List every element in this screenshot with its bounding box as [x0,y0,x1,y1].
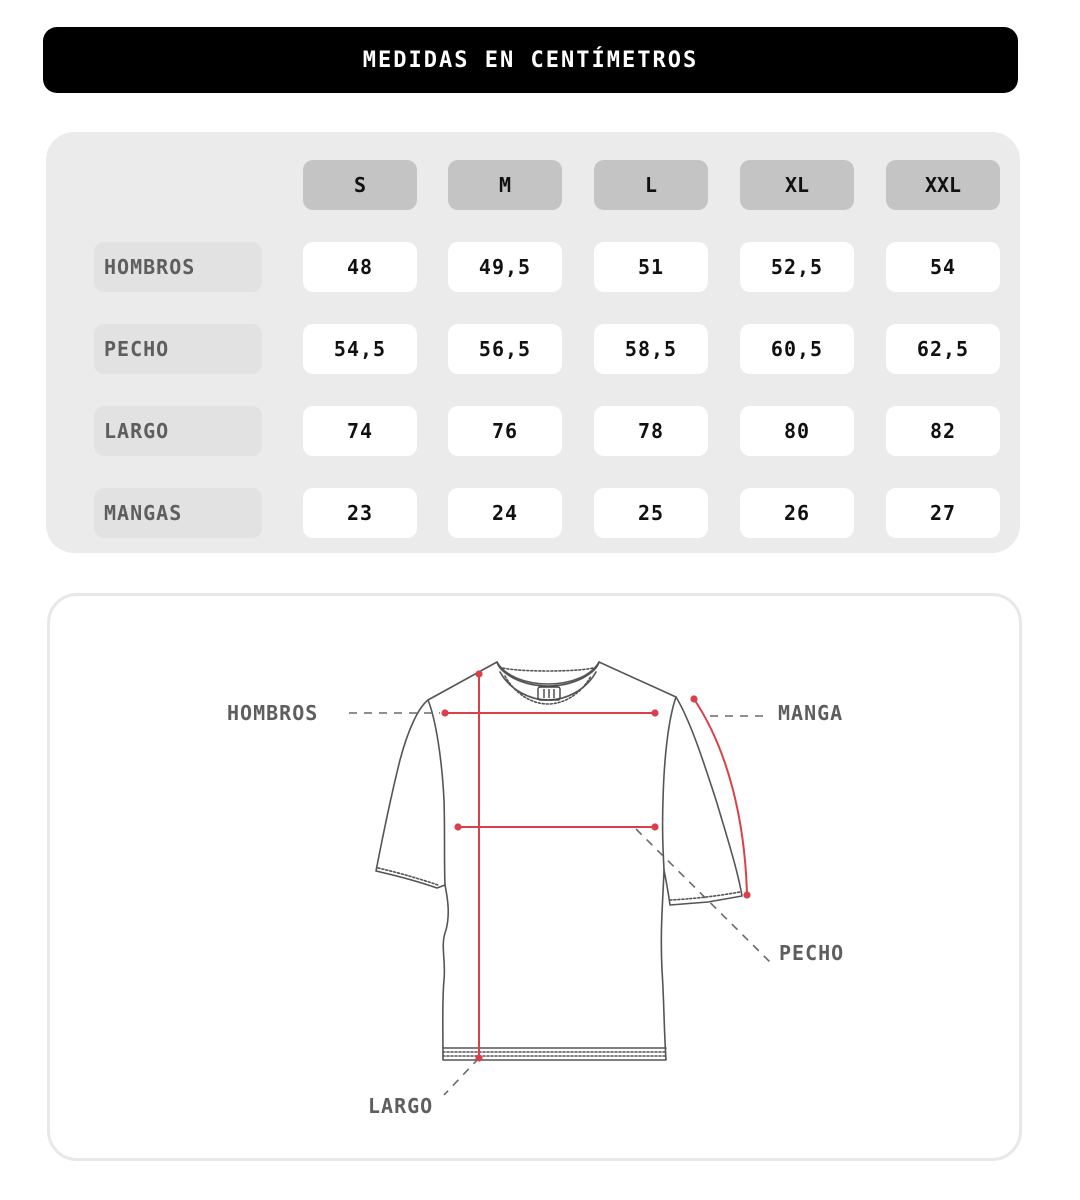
table-cell: 60,5 [740,324,854,374]
table-cell: 24 [448,488,562,538]
table-cell: 54,5 [303,324,417,374]
table-cell: 78 [594,406,708,456]
size-header-l: L [594,160,708,210]
tshirt-icon [376,662,742,1060]
table-cell: 80 [740,406,854,456]
row-label-hombros: HOMBROS [94,242,262,292]
row-label-pecho: PECHO [94,324,262,374]
manga-measure-line [694,699,747,895]
table-cell: 25 [594,488,708,538]
page-title: MEDIDAS EN CENTÍMETROS [362,47,699,73]
table-cell: 49,5 [448,242,562,292]
table-cell: 27 [886,488,1000,538]
table-cell: 23 [303,488,417,538]
brand-label-icon [538,687,560,700]
callout-largo: LARGO [368,1094,434,1118]
table-cell: 62,5 [886,324,1000,374]
largo-leader [444,1058,479,1095]
table-cell: 52,5 [740,242,854,292]
table-cell: 54 [886,242,1000,292]
row-label-mangas: MANGAS [94,488,262,538]
callout-manga: MANGA [778,701,844,725]
size-header-xl: XL [740,160,854,210]
table-cell: 58,5 [594,324,708,374]
row-label-largo: LARGO [94,406,262,456]
table-cell: 26 [740,488,854,538]
size-header-m: M [448,160,562,210]
callout-hombros: HOMBROS [227,701,319,725]
table-cell: 76 [448,406,562,456]
table-cell: 82 [886,406,1000,456]
size-header-xxl: XXL [886,160,1000,210]
table-cell: 48 [303,242,417,292]
size-header-s: S [303,160,417,210]
table-cell: 56,5 [448,324,562,374]
callout-pecho: PECHO [779,941,845,965]
table-cell: 51 [594,242,708,292]
table-cell: 74 [303,406,417,456]
